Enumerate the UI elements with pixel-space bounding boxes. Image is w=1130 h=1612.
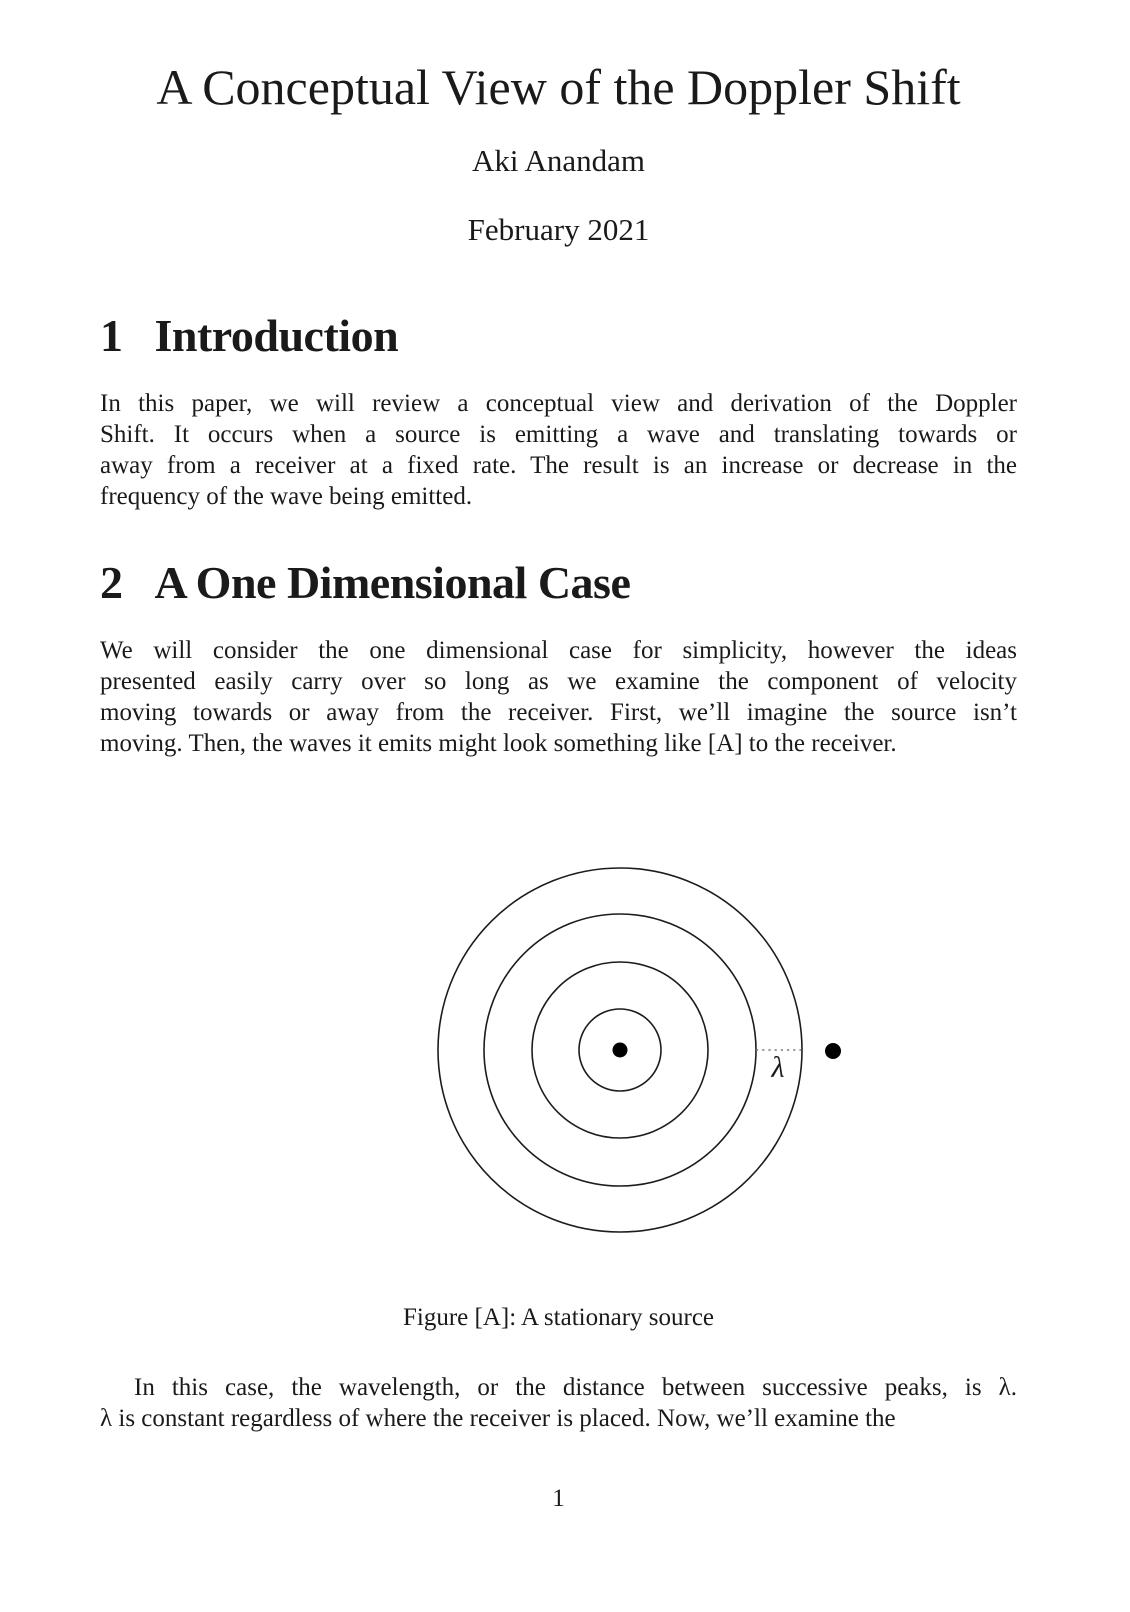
source-dot-icon: [613, 1043, 628, 1058]
paragraph-line: presented easily carry over so long as we examine the component of velocity: [100, 668, 1017, 695]
section-2-number: 2: [100, 557, 123, 608]
section-1-number: 1: [100, 310, 123, 361]
section-1-title: Introduction: [154, 310, 399, 361]
section-1-heading: [100, 310, 1017, 361]
paragraph-line: We will consider the one dimensional case for simplicity, however the ideas: [100, 637, 1017, 664]
author-name: Aki Anandam: [471, 143, 646, 178]
section-2-heading: [100, 557, 1017, 608]
stationary-source-figure: [400, 850, 860, 1250]
publication-date: February 2021: [467, 212, 650, 247]
paragraph-line: frequency of the wave being emitted.: [100, 483, 473, 510]
paragraph-line: Shift. It occurs when a source is emitting a wave and translating towards or: [100, 421, 1017, 448]
section-2-title: A One Dimensional Case: [154, 557, 631, 608]
receiver-dot-icon: [825, 1043, 841, 1059]
closing-paragraph: [100, 1372, 1017, 1434]
paragraph-line: moving towards or away from the receiver. First, we’ll imagine the source isn’t: [100, 699, 1017, 726]
section-1-paragraph: [100, 388, 1017, 512]
paragraph-line: λ is constant regardless of where the receiver is placed. Now, we’ll examine the: [100, 1405, 896, 1432]
paragraph-line: In this case, the wavelength, or the distance between successive peaks, is λ.: [134, 1374, 1017, 1401]
section-2-paragraph: [100, 635, 1017, 759]
page-number: 1: [552, 1485, 565, 1512]
paragraph-line: In this paper, we will review a conceptual view and derivation of the Doppler: [100, 390, 1017, 417]
paragraph-line: moving. Then, the waves it emits might look something like [A] to the receiver.: [100, 730, 897, 757]
lambda-label: λ: [771, 1051, 785, 1084]
page-title: A Conceptual View of the Doppler Shift: [156, 59, 961, 115]
figure-caption: Figure [A]: A stationary source: [402, 1304, 715, 1331]
paragraph-line: away from a receiver at a fixed rate. The result is an increase or decrease in the: [100, 452, 1017, 479]
